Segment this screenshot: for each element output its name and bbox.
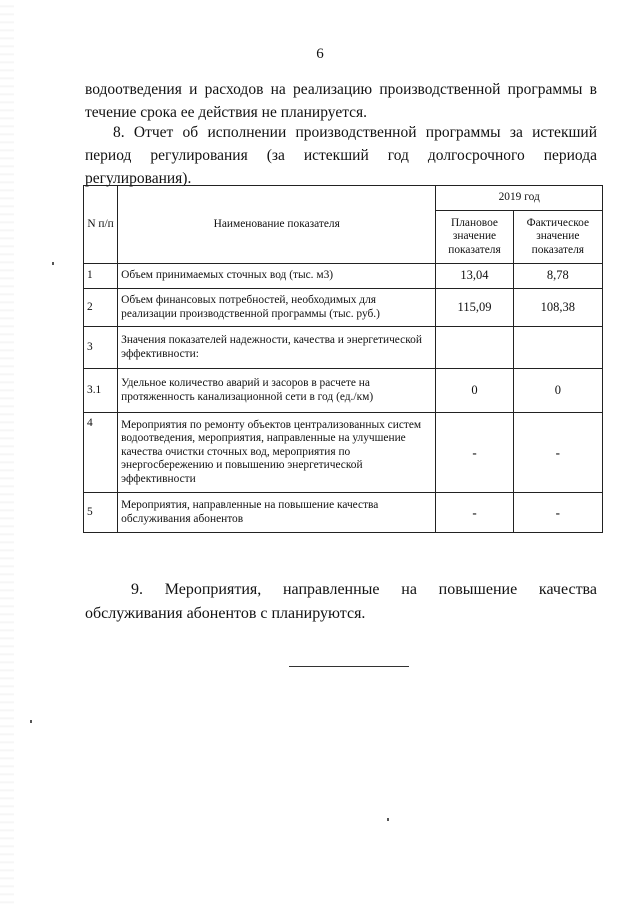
row-num: 5 bbox=[84, 493, 118, 533]
row-plan-value: 13,04 bbox=[436, 264, 513, 289]
row-name: Объем финансовых потребностей, необходимых для реализации производственной программы (тыс. руб.) bbox=[118, 289, 436, 327]
row-num: 1 bbox=[84, 264, 118, 289]
header-name: Наименование показателя bbox=[118, 186, 436, 264]
row-num: 4 bbox=[84, 413, 118, 493]
table-row bbox=[84, 369, 603, 413]
table-row bbox=[84, 493, 603, 533]
row-plan-value: 115,09 bbox=[436, 289, 513, 327]
row-fact-value: 108,38 bbox=[513, 289, 602, 327]
table-row bbox=[84, 327, 603, 369]
row-num: 2 bbox=[84, 289, 118, 327]
row-num: 3 bbox=[84, 327, 118, 369]
header-fact: Фактическое значение показателя bbox=[513, 211, 602, 264]
header-year: 2019 год bbox=[436, 186, 603, 211]
scan-speck bbox=[52, 262, 54, 265]
row-fact-value bbox=[513, 327, 602, 369]
scan-edge-noise bbox=[0, 0, 14, 905]
table-row bbox=[84, 413, 603, 493]
row-name: Мероприятия по ремонту объектов централизованных систем водоотведения, мероприятия, направленные на улучшение качества очистки сточных вод, мероприятия по энергосбережению и повышению энергетической эффективности bbox=[118, 413, 436, 493]
header-plan: Плановое значение показателя bbox=[436, 211, 513, 264]
row-fact-value: 8,78 bbox=[513, 264, 602, 289]
page-number: 6 bbox=[316, 46, 324, 62]
paragraph-report-intro: 8. Отчет об исполнении производственной программы за истекший период регулирования (за истекший год долгосрочного периода регулирования). bbox=[85, 124, 597, 187]
report-table bbox=[83, 185, 603, 533]
row-plan-value: - bbox=[436, 493, 513, 533]
row-fact-value: - bbox=[513, 493, 602, 533]
row-fact-value: - bbox=[513, 413, 602, 493]
scan-speck bbox=[387, 818, 389, 821]
scan-speck bbox=[30, 720, 32, 723]
row-name: Удельное количество аварий и засоров в расчете на протяженность канализационной сети в год (ед./км) bbox=[118, 369, 436, 413]
table-row bbox=[84, 264, 603, 289]
row-plan-value bbox=[436, 327, 513, 369]
row-plan-value: - bbox=[436, 413, 513, 493]
row-fact-value: 0 bbox=[513, 369, 602, 413]
header-num: N п/п bbox=[84, 186, 118, 264]
table-header-row bbox=[84, 186, 603, 211]
row-num: 3.1 bbox=[84, 369, 118, 413]
row-name: Мероприятия, направленные на повышение качества обслуживания абонентов bbox=[118, 493, 436, 533]
row-plan-value: 0 bbox=[436, 369, 513, 413]
row-name: Объем принимаемых сточных вод (тыс. м3) bbox=[118, 264, 436, 289]
closing-line bbox=[289, 666, 409, 667]
paragraph-continuation: водоотведения и расходов на реализацию производственной программы в течение срока ее действия не планируется. bbox=[85, 81, 597, 121]
row-name: Значения показателей надежности, качества и энергетической эффективности: bbox=[118, 327, 436, 369]
table-row bbox=[84, 289, 603, 327]
paragraph-service-measures: 9. Мероприятия, направленные на повышение качества обслуживания абонентов с планируются. bbox=[85, 581, 597, 622]
